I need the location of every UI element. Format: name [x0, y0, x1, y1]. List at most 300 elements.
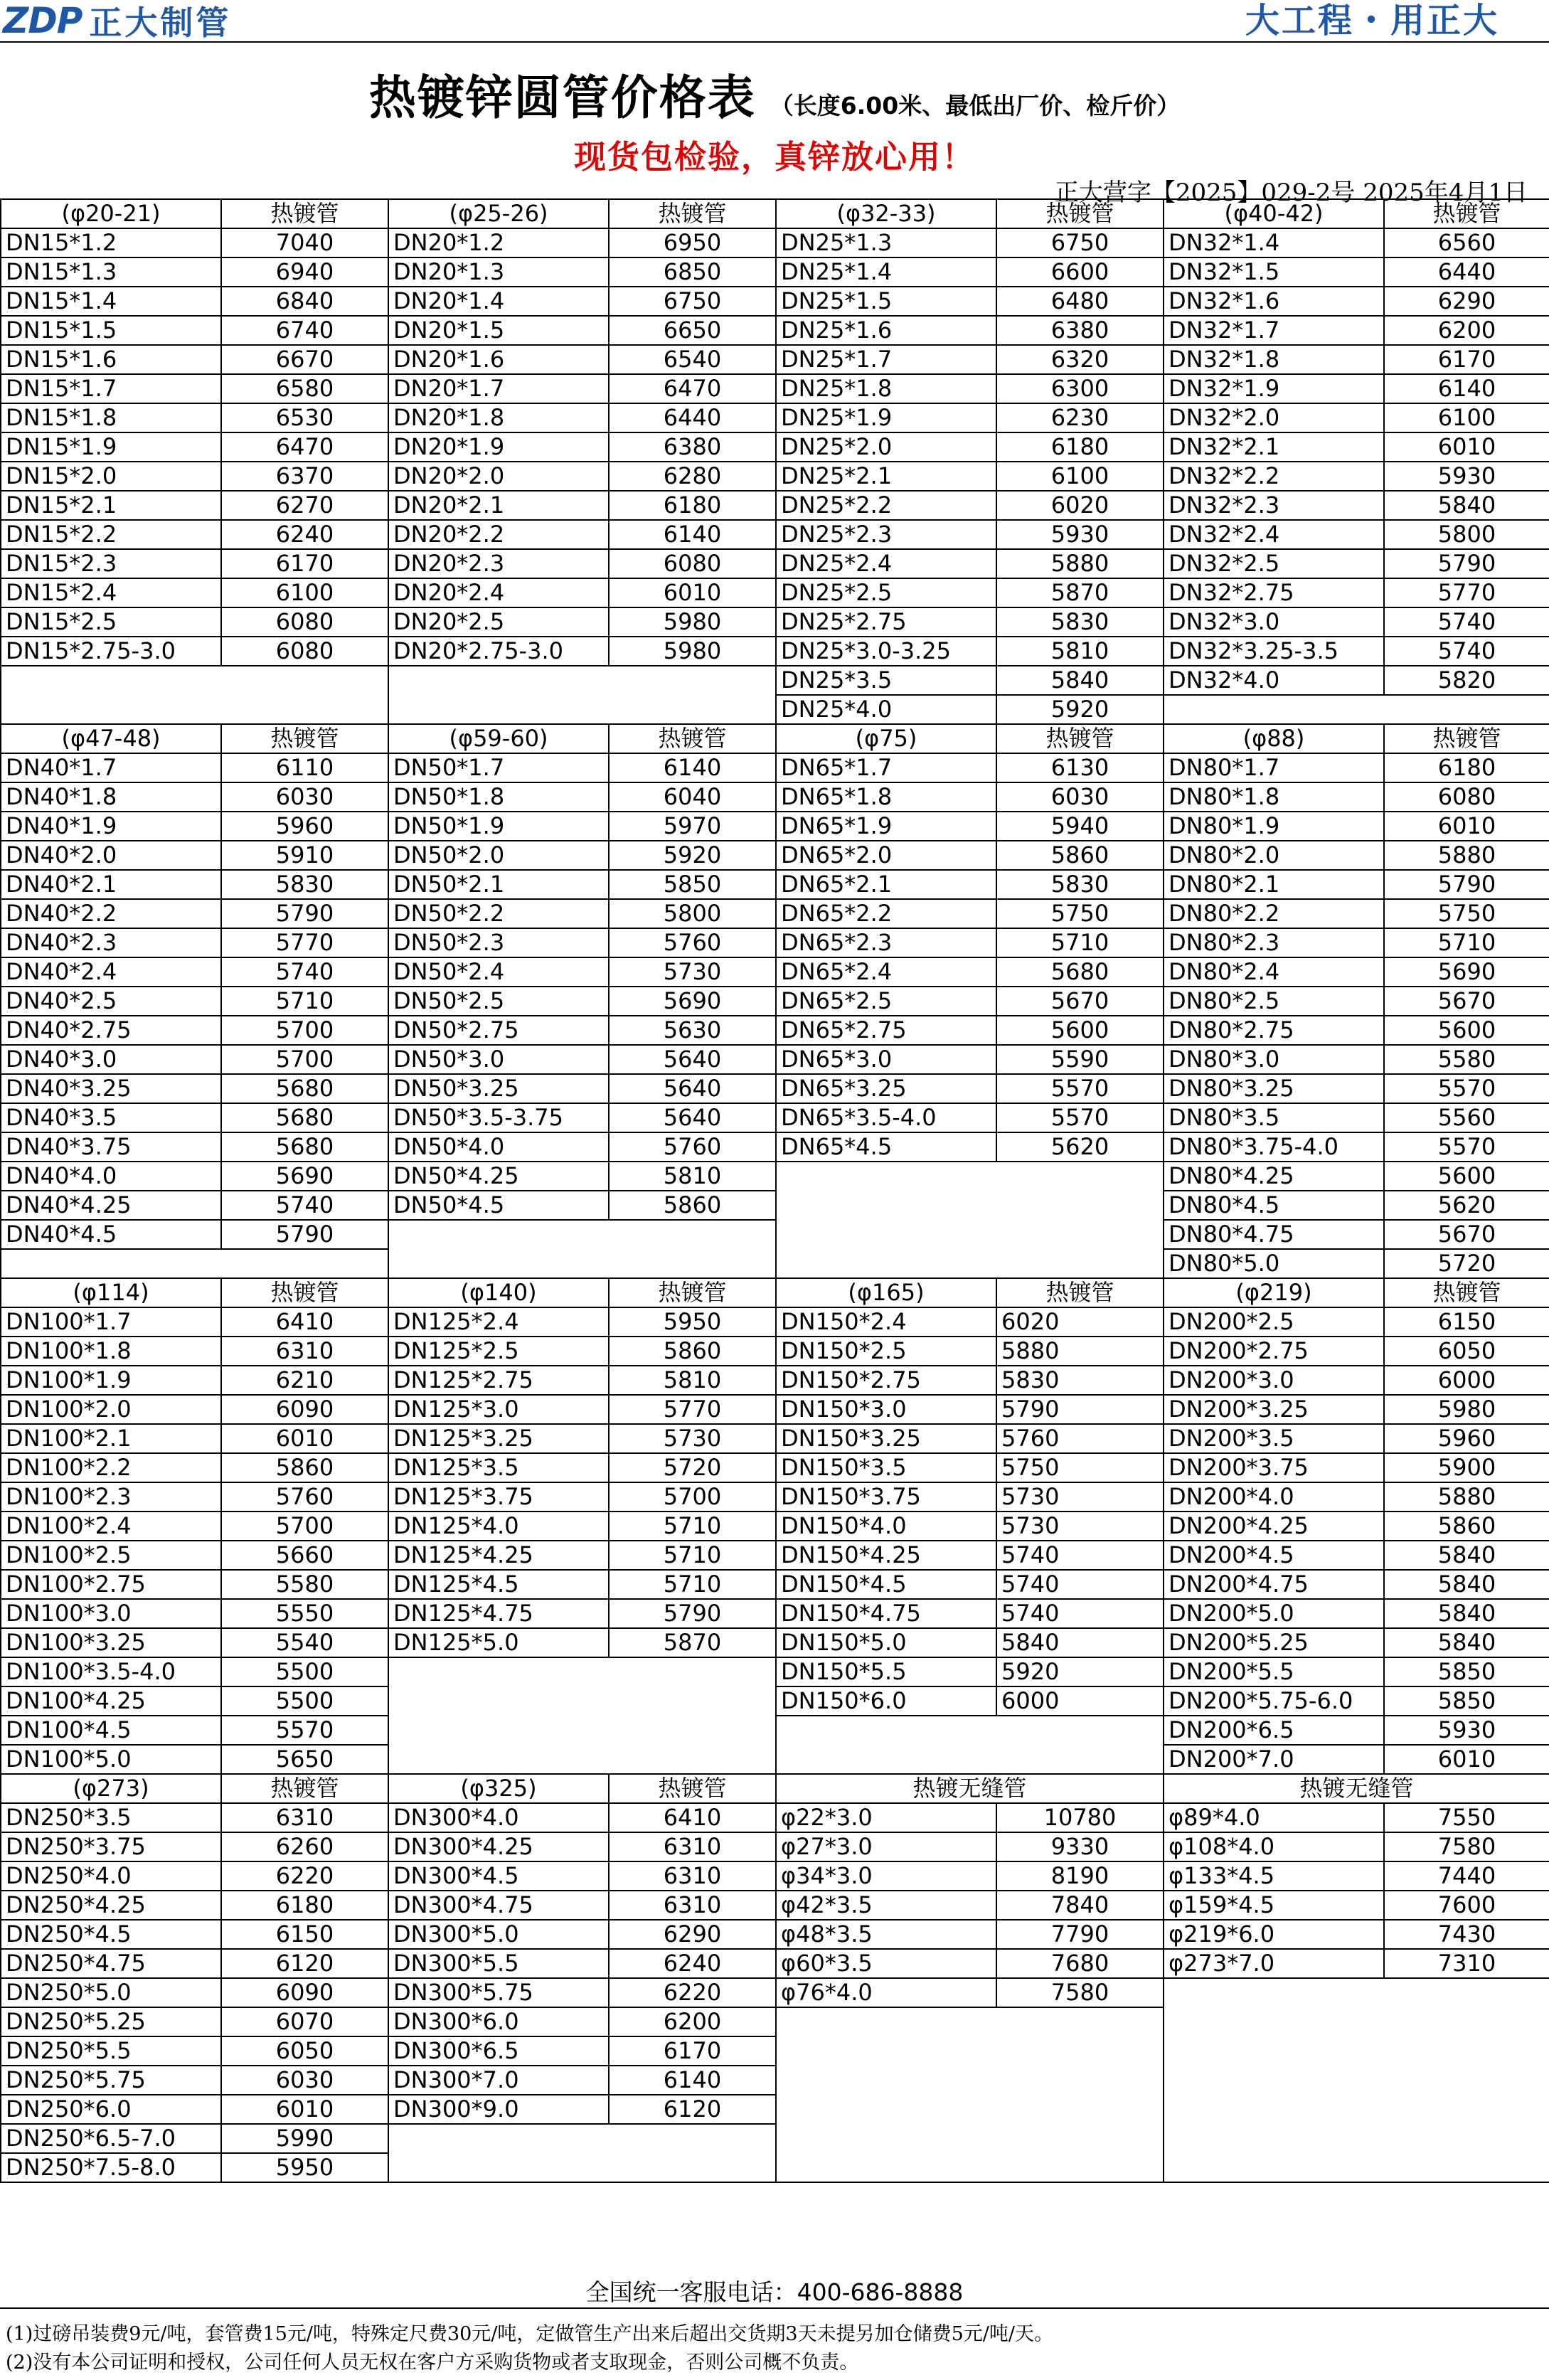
- price-cell: 6120: [221, 1949, 388, 1978]
- price-cell: 5830: [221, 870, 388, 899]
- spec-cell: DN50*2.75: [388, 1016, 609, 1045]
- spec-cell: DN300*7.0: [388, 2066, 609, 2095]
- spec-cell: DN200*5.25: [1164, 1628, 1384, 1657]
- spec-cell: DN20*1.7: [388, 374, 609, 403]
- table-row: [1, 1949, 1549, 1978]
- price-header: 热镀管: [1384, 199, 1549, 228]
- spec-cell: DN40*2.4: [1, 957, 221, 987]
- empty-cell: [776, 2007, 1164, 2182]
- spec-cell: DN100*1.8: [1, 1337, 221, 1366]
- size-group-header: (φ75): [776, 724, 996, 753]
- spec-cell: DN200*2.5: [1164, 1307, 1384, 1337]
- spec-cell: φ42*3.5: [776, 1891, 996, 1920]
- spec-cell: DN300*5.5: [388, 1949, 609, 1978]
- note-2: (2)没有本公司证明和授权，公司任何人员无权在客户方采购货物或者支取现金，否则公司概不负责。: [6, 2352, 859, 2374]
- spec-cell: DN15*2.1: [1, 491, 221, 520]
- empty-cell: [388, 2124, 776, 2182]
- price-cell: 7600: [1384, 1891, 1549, 1920]
- price-cell: 6220: [221, 1861, 388, 1891]
- spec-cell: DN25*1.5: [776, 287, 996, 316]
- price-cell: 6010: [1384, 1745, 1549, 1774]
- table-row: [1, 462, 1549, 491]
- spec-cell: DN50*1.7: [388, 753, 609, 782]
- price-cell: 5620: [1384, 1191, 1549, 1220]
- price-cell: 6560: [1384, 228, 1549, 257]
- price-cell: 5590: [996, 1045, 1164, 1074]
- spec-cell: φ159*4.5: [1164, 1891, 1384, 1920]
- price-cell: 5740: [1384, 637, 1549, 666]
- spec-cell: DN40*1.9: [1, 812, 221, 841]
- price-cell: 5770: [609, 1395, 776, 1424]
- price-cell: 7840: [996, 1891, 1164, 1920]
- price-header: 热镀管: [221, 1774, 388, 1803]
- spec-cell: DN300*9.0: [388, 2095, 609, 2124]
- price-cell: 8190: [996, 1861, 1164, 1891]
- spec-cell: DN40*2.2: [1, 899, 221, 928]
- spec-cell: DN32*2.3: [1164, 491, 1384, 520]
- spec-cell: DN40*3.0: [1, 1045, 221, 1074]
- spec-cell: DN50*2.0: [388, 841, 609, 870]
- price-cell: 6000: [1384, 1366, 1549, 1395]
- price-cell: 5710: [1384, 928, 1549, 957]
- table-row: [1, 1570, 1549, 1599]
- price-cell: 5930: [1384, 1716, 1549, 1745]
- price-cell: 5800: [1384, 520, 1549, 549]
- spec-cell: DN300*4.0: [388, 1803, 609, 1832]
- table-row: [1, 899, 1549, 928]
- spec-cell: DN32*1.4: [1164, 228, 1384, 257]
- price-cell: 5900: [1384, 1453, 1549, 1482]
- table-row: [1, 1803, 1549, 1832]
- spec-cell: DN25*2.1: [776, 462, 996, 491]
- spec-cell: DN50*1.8: [388, 782, 609, 812]
- spec-cell: φ133*4.5: [1164, 1861, 1384, 1891]
- price-cell: 6140: [609, 753, 776, 782]
- spec-cell: DN65*3.5-4.0: [776, 1103, 996, 1132]
- price-cell: 6050: [1384, 1337, 1549, 1366]
- spec-cell: DN20*1.4: [388, 287, 609, 316]
- price-cell: 5640: [609, 1074, 776, 1103]
- spec-cell: DN20*1.9: [388, 432, 609, 462]
- price-cell: 5500: [221, 1686, 388, 1716]
- spec-cell: DN65*1.9: [776, 812, 996, 841]
- spec-cell: DN15*1.4: [1, 287, 221, 316]
- spec-cell: DN100*2.75: [1, 1570, 221, 1599]
- price-header: 热镀管: [609, 724, 776, 753]
- price-cell: 6440: [1384, 257, 1549, 287]
- price-cell: 6310: [221, 1803, 388, 1832]
- spec-cell: DN300*4.5: [388, 1861, 609, 1891]
- spec-cell: DN150*4.5: [776, 1570, 996, 1599]
- price-cell: 5850: [609, 870, 776, 899]
- price-cell: 5500: [221, 1657, 388, 1686]
- spec-cell: DN65*3.0: [776, 1045, 996, 1074]
- spec-cell: DN100*2.2: [1, 1453, 221, 1482]
- spec-cell: DN32*2.2: [1164, 462, 1384, 491]
- seamless-header: 热镀无缝管: [776, 1774, 1164, 1803]
- price-cell: 5570: [221, 1716, 388, 1745]
- price-cell: 9330: [996, 1832, 1164, 1861]
- price-header: 热镀管: [221, 724, 388, 753]
- spec-cell: DN125*4.0: [388, 1512, 609, 1541]
- spec-cell: DN40*3.75: [1, 1132, 221, 1162]
- price-cell: 6210: [221, 1366, 388, 1395]
- price-cell: 5570: [996, 1103, 1164, 1132]
- price-cell: 5550: [221, 1599, 388, 1628]
- spec-cell: DN32*3.0: [1164, 607, 1384, 637]
- price-cell: 5640: [609, 1045, 776, 1074]
- table-row: [1, 403, 1549, 432]
- spec-cell: DN15*2.2: [1, 520, 221, 549]
- price-cell: 5960: [221, 812, 388, 841]
- spec-cell: DN32*2.4: [1164, 520, 1384, 549]
- price-cell: 6650: [609, 316, 776, 345]
- price-cell: 6000: [996, 1686, 1164, 1716]
- spec-cell: DN40*1.8: [1, 782, 221, 812]
- spec-cell: DN25*1.4: [776, 257, 996, 287]
- price-cell: 6010: [1384, 812, 1549, 841]
- table-row: [1, 1628, 1549, 1657]
- spec-cell: DN125*2.5: [388, 1337, 609, 1366]
- price-cell: 5700: [221, 1045, 388, 1074]
- spec-cell: DN300*5.0: [388, 1920, 609, 1949]
- spec-cell: DN65*1.8: [776, 782, 996, 812]
- spec-cell: DN15*1.6: [1, 345, 221, 374]
- spec-cell: DN125*3.5: [388, 1453, 609, 1482]
- spec-cell: DN80*2.5: [1164, 987, 1384, 1016]
- price-cell: 5790: [1384, 549, 1549, 578]
- price-cell: 5680: [221, 1132, 388, 1162]
- size-group-header: (φ88): [1164, 724, 1384, 753]
- spec-cell: DN80*5.0: [1164, 1249, 1384, 1278]
- price-header: 热镀管: [1384, 724, 1549, 753]
- price-cell: 6240: [221, 520, 388, 549]
- price-cell: 5880: [996, 1337, 1164, 1366]
- price-table: [0, 198, 1549, 2183]
- price-cell: 5760: [609, 1132, 776, 1162]
- price-cell: 5560: [1384, 1103, 1549, 1132]
- spec-cell: DN65*2.4: [776, 957, 996, 987]
- price-cell: 5600: [1384, 1162, 1549, 1191]
- price-cell: 6180: [996, 432, 1164, 462]
- spec-cell: DN100*3.0: [1, 1599, 221, 1628]
- table-row: [1, 607, 1549, 637]
- table-row: [1, 1512, 1549, 1541]
- notes: [6, 2320, 1053, 2377]
- table-row: [1, 1191, 1549, 1220]
- price-cell: 5860: [609, 1337, 776, 1366]
- price-cell: 5760: [221, 1482, 388, 1512]
- table-row: [1, 1657, 1549, 1686]
- price-cell: 5930: [1384, 462, 1549, 491]
- page-title: 热镀锌圆管价格表: [368, 70, 756, 125]
- price-cell: 5880: [1384, 841, 1549, 870]
- spec-cell: DN15*1.2: [1, 228, 221, 257]
- block-header-row: [1, 724, 1549, 753]
- spec-cell: DN20*2.0: [388, 462, 609, 491]
- spec-cell: DN20*2.5: [388, 607, 609, 637]
- price-cell: 5690: [221, 1162, 388, 1191]
- price-cell: 6010: [1384, 432, 1549, 462]
- spec-cell: DN25*2.75: [776, 607, 996, 637]
- price-header: 热镀管: [996, 1278, 1164, 1307]
- table-row: [1, 1978, 1549, 2007]
- spec-cell: DN80*2.2: [1164, 899, 1384, 928]
- table-row: [1, 1482, 1549, 1512]
- spec-cell: DN15*1.8: [1, 403, 221, 432]
- spec-cell: DN80*4.75: [1164, 1220, 1384, 1249]
- table-row: [1, 1132, 1549, 1162]
- price-cell: 5740: [221, 957, 388, 987]
- spec-cell: DN300*6.0: [388, 2007, 609, 2036]
- price-cell: 5730: [609, 1424, 776, 1453]
- size-group-header: (φ273): [1, 1774, 221, 1803]
- price-cell: 5570: [1384, 1132, 1549, 1162]
- spec-cell: DN125*3.0: [388, 1395, 609, 1424]
- price-cell: 5680: [221, 1103, 388, 1132]
- spec-cell: DN80*3.25: [1164, 1074, 1384, 1103]
- price-cell: 6950: [609, 228, 776, 257]
- spec-cell: DN50*2.5: [388, 987, 609, 1016]
- spec-cell: DN65*4.5: [776, 1132, 996, 1162]
- spec-cell: DN250*3.75: [1, 1832, 221, 1861]
- spec-cell: DN125*4.5: [388, 1570, 609, 1599]
- spec-cell: DN40*4.0: [1, 1162, 221, 1191]
- spec-cell: DN80*3.75-4.0: [1164, 1132, 1384, 1162]
- price-cell: 5570: [996, 1074, 1164, 1103]
- price-cell: 6090: [221, 1395, 388, 1424]
- spec-cell: DN20*1.3: [388, 257, 609, 287]
- table-row: [1, 812, 1549, 841]
- size-group-header: (φ20-21): [1, 199, 221, 228]
- spec-cell: DN50*2.4: [388, 957, 609, 987]
- table-row: [1, 491, 1549, 520]
- spec-cell: DN65*2.0: [776, 841, 996, 870]
- price-cell: 5850: [1384, 1657, 1549, 1686]
- price-cell: 6200: [1384, 316, 1549, 345]
- promo-text: 现货包检验，真锌放心用！: [573, 138, 975, 176]
- table-row: [1, 1891, 1549, 1920]
- price-cell: 5990: [221, 2124, 388, 2153]
- price-cell: 6320: [996, 345, 1164, 374]
- spec-cell: DN15*2.4: [1, 578, 221, 607]
- spec-cell: DN32*3.25-3.5: [1164, 637, 1384, 666]
- spec-cell: DN100*2.4: [1, 1512, 221, 1541]
- table-row: [1, 287, 1549, 316]
- table-row: [1, 1307, 1549, 1337]
- price-cell: 7040: [221, 228, 388, 257]
- title-row: [0, 60, 1549, 125]
- price-cell: 6530: [221, 403, 388, 432]
- price-cell: 6050: [221, 2036, 388, 2066]
- price-cell: 6470: [609, 374, 776, 403]
- empty-cell: [776, 1716, 1164, 1774]
- spec-cell: DN125*4.75: [388, 1599, 609, 1628]
- spec-cell: DN100*4.5: [1, 1716, 221, 1745]
- price-cell: 5850: [1384, 1686, 1549, 1716]
- price-cell: 5710: [221, 987, 388, 1016]
- price-cell: 5880: [996, 549, 1164, 578]
- price-cell: 6940: [221, 257, 388, 287]
- spec-cell: φ273*7.0: [1164, 1949, 1384, 1978]
- spec-cell: DN200*3.5: [1164, 1424, 1384, 1453]
- price-cell: 6150: [221, 1920, 388, 1949]
- price-cell: 5860: [996, 841, 1164, 870]
- price-cell: 6100: [996, 462, 1164, 491]
- table-row: [1, 1453, 1549, 1482]
- price-cell: 5720: [1384, 1249, 1549, 1278]
- spec-cell: DN250*5.25: [1, 2007, 221, 2036]
- spec-cell: DN80*4.25: [1164, 1162, 1384, 1191]
- price-cell: 6180: [1384, 753, 1549, 782]
- spec-cell: DN15*1.5: [1, 316, 221, 345]
- table-row: [1, 1424, 1549, 1453]
- price-cell: 5670: [996, 987, 1164, 1016]
- spec-cell: DN150*5.5: [776, 1657, 996, 1686]
- spec-cell: DN200*7.0: [1164, 1745, 1384, 1774]
- spec-cell: DN20*1.8: [388, 403, 609, 432]
- table-row: [1, 1366, 1549, 1395]
- price-cell: 6310: [609, 1861, 776, 1891]
- spec-cell: DN32*1.8: [1164, 345, 1384, 374]
- price-cell: 7580: [1384, 1832, 1549, 1861]
- price-cell: 5630: [609, 1016, 776, 1045]
- spec-cell: DN100*2.0: [1, 1395, 221, 1424]
- price-cell: 5740: [996, 1570, 1164, 1599]
- price-cell: 6020: [996, 491, 1164, 520]
- price-cell: 7430: [1384, 1920, 1549, 1949]
- spec-cell: DN80*2.75: [1164, 1016, 1384, 1045]
- table-row: [1, 1832, 1549, 1861]
- price-cell: 7790: [996, 1920, 1164, 1949]
- spec-cell: DN150*3.5: [776, 1453, 996, 1482]
- spec-cell: DN80*2.1: [1164, 870, 1384, 899]
- spec-cell: DN200*5.0: [1164, 1599, 1384, 1628]
- spec-cell: DN200*6.5: [1164, 1716, 1384, 1745]
- price-cell: 5770: [1384, 578, 1549, 607]
- price-cell: 6170: [609, 2036, 776, 2066]
- spec-cell: DN150*2.75: [776, 1366, 996, 1395]
- spec-cell: DN250*3.5: [1, 1803, 221, 1832]
- spec-cell: DN65*1.7: [776, 753, 996, 782]
- table-row: [1, 957, 1549, 987]
- price-cell: 5600: [996, 1016, 1164, 1045]
- spec-cell: DN100*3.5-4.0: [1, 1657, 221, 1686]
- price-cell: 5640: [609, 1103, 776, 1132]
- spec-cell: DN50*2.2: [388, 899, 609, 928]
- size-group-header: (φ325): [388, 1774, 609, 1803]
- spec-cell: DN40*2.3: [1, 928, 221, 957]
- spec-cell: φ34*3.0: [776, 1861, 996, 1891]
- spec-cell: φ108*4.0: [1164, 1832, 1384, 1861]
- table-row: [1, 1395, 1549, 1424]
- spec-cell: DN150*4.0: [776, 1512, 996, 1541]
- price-cell: 5840: [1384, 491, 1549, 520]
- table-row: [1, 549, 1549, 578]
- spec-cell: DN250*7.5-8.0: [1, 2153, 221, 2182]
- price-cell: 5700: [221, 1512, 388, 1541]
- price-cell: 6030: [996, 782, 1164, 812]
- spec-cell: DN125*5.0: [388, 1628, 609, 1657]
- price-cell: 5660: [221, 1541, 388, 1570]
- price-cell: 6130: [996, 753, 1164, 782]
- spec-cell: DN65*2.1: [776, 870, 996, 899]
- spec-cell: DN100*1.7: [1, 1307, 221, 1337]
- price-cell: 6270: [221, 491, 388, 520]
- page-header: [0, 0, 1549, 43]
- spec-cell: DN100*4.25: [1, 1686, 221, 1716]
- table-row: [1, 1861, 1549, 1891]
- price-cell: 6010: [609, 578, 776, 607]
- spec-cell: DN300*4.25: [388, 1832, 609, 1861]
- spec-cell: DN250*5.75: [1, 2066, 221, 2095]
- price-cell: 7680: [996, 1949, 1164, 1978]
- size-group-header: (φ47-48): [1, 724, 221, 753]
- spec-cell: φ89*4.0: [1164, 1803, 1384, 1832]
- table-row: [1, 1599, 1549, 1628]
- spec-cell: DN32*4.0: [1164, 666, 1384, 695]
- price-cell: 6440: [609, 403, 776, 432]
- spec-cell: DN50*3.5-3.75: [388, 1103, 609, 1132]
- spec-cell: DN20*2.3: [388, 549, 609, 578]
- price-cell: 5980: [609, 607, 776, 637]
- table-row: [1, 1541, 1549, 1570]
- price-cell: 6230: [996, 403, 1164, 432]
- spec-cell: DN125*2.75: [388, 1366, 609, 1395]
- price-cell: 6080: [221, 637, 388, 666]
- price-cell: 6740: [221, 316, 388, 345]
- spec-cell: DN20*1.5: [388, 316, 609, 345]
- page-subtitle: （长度6.00米、最低出厂价、检斤价）: [770, 92, 1181, 119]
- spec-cell: DN20*2.4: [388, 578, 609, 607]
- price-cell: 5790: [221, 899, 388, 928]
- price-header: 热镀管: [221, 1278, 388, 1307]
- empty-cell: [1164, 695, 1549, 724]
- price-cell: 5710: [996, 928, 1164, 957]
- spec-cell: DN125*3.25: [388, 1424, 609, 1453]
- price-cell: 6750: [996, 228, 1164, 257]
- spec-cell: DN15*1.7: [1, 374, 221, 403]
- spec-cell: DN125*2.4: [388, 1307, 609, 1337]
- spec-cell: DN150*3.0: [776, 1395, 996, 1424]
- price-cell: 6170: [221, 549, 388, 578]
- spec-cell: DN20*1.6: [388, 345, 609, 374]
- price-cell: 6380: [996, 316, 1164, 345]
- price-cell: 5710: [609, 1541, 776, 1570]
- spec-cell: DN50*4.25: [388, 1162, 609, 1191]
- price-cell: 7440: [1384, 1861, 1549, 1891]
- price-cell: 5790: [996, 1395, 1164, 1424]
- spec-cell: DN40*2.0: [1, 841, 221, 870]
- price-cell: 5920: [609, 841, 776, 870]
- price-cell: 5790: [221, 1220, 388, 1249]
- price-cell: 5970: [609, 812, 776, 841]
- spec-cell: DN25*2.4: [776, 549, 996, 578]
- price-cell: 5830: [996, 870, 1164, 899]
- table-row: [1, 1220, 1549, 1249]
- spec-cell: DN100*1.9: [1, 1366, 221, 1395]
- table-row: [1, 782, 1549, 812]
- price-cell: 6010: [221, 1424, 388, 1453]
- spec-cell: DN25*2.2: [776, 491, 996, 520]
- spec-cell: DN50*2.3: [388, 928, 609, 957]
- spec-cell: DN250*5.5: [1, 2036, 221, 2066]
- price-cell: 5740: [996, 1541, 1164, 1570]
- price-cell: 5840: [1384, 1570, 1549, 1599]
- spec-cell: DN100*2.1: [1, 1424, 221, 1453]
- spec-cell: DN80*3.0: [1164, 1045, 1384, 1074]
- spec-cell: DN25*2.0: [776, 432, 996, 462]
